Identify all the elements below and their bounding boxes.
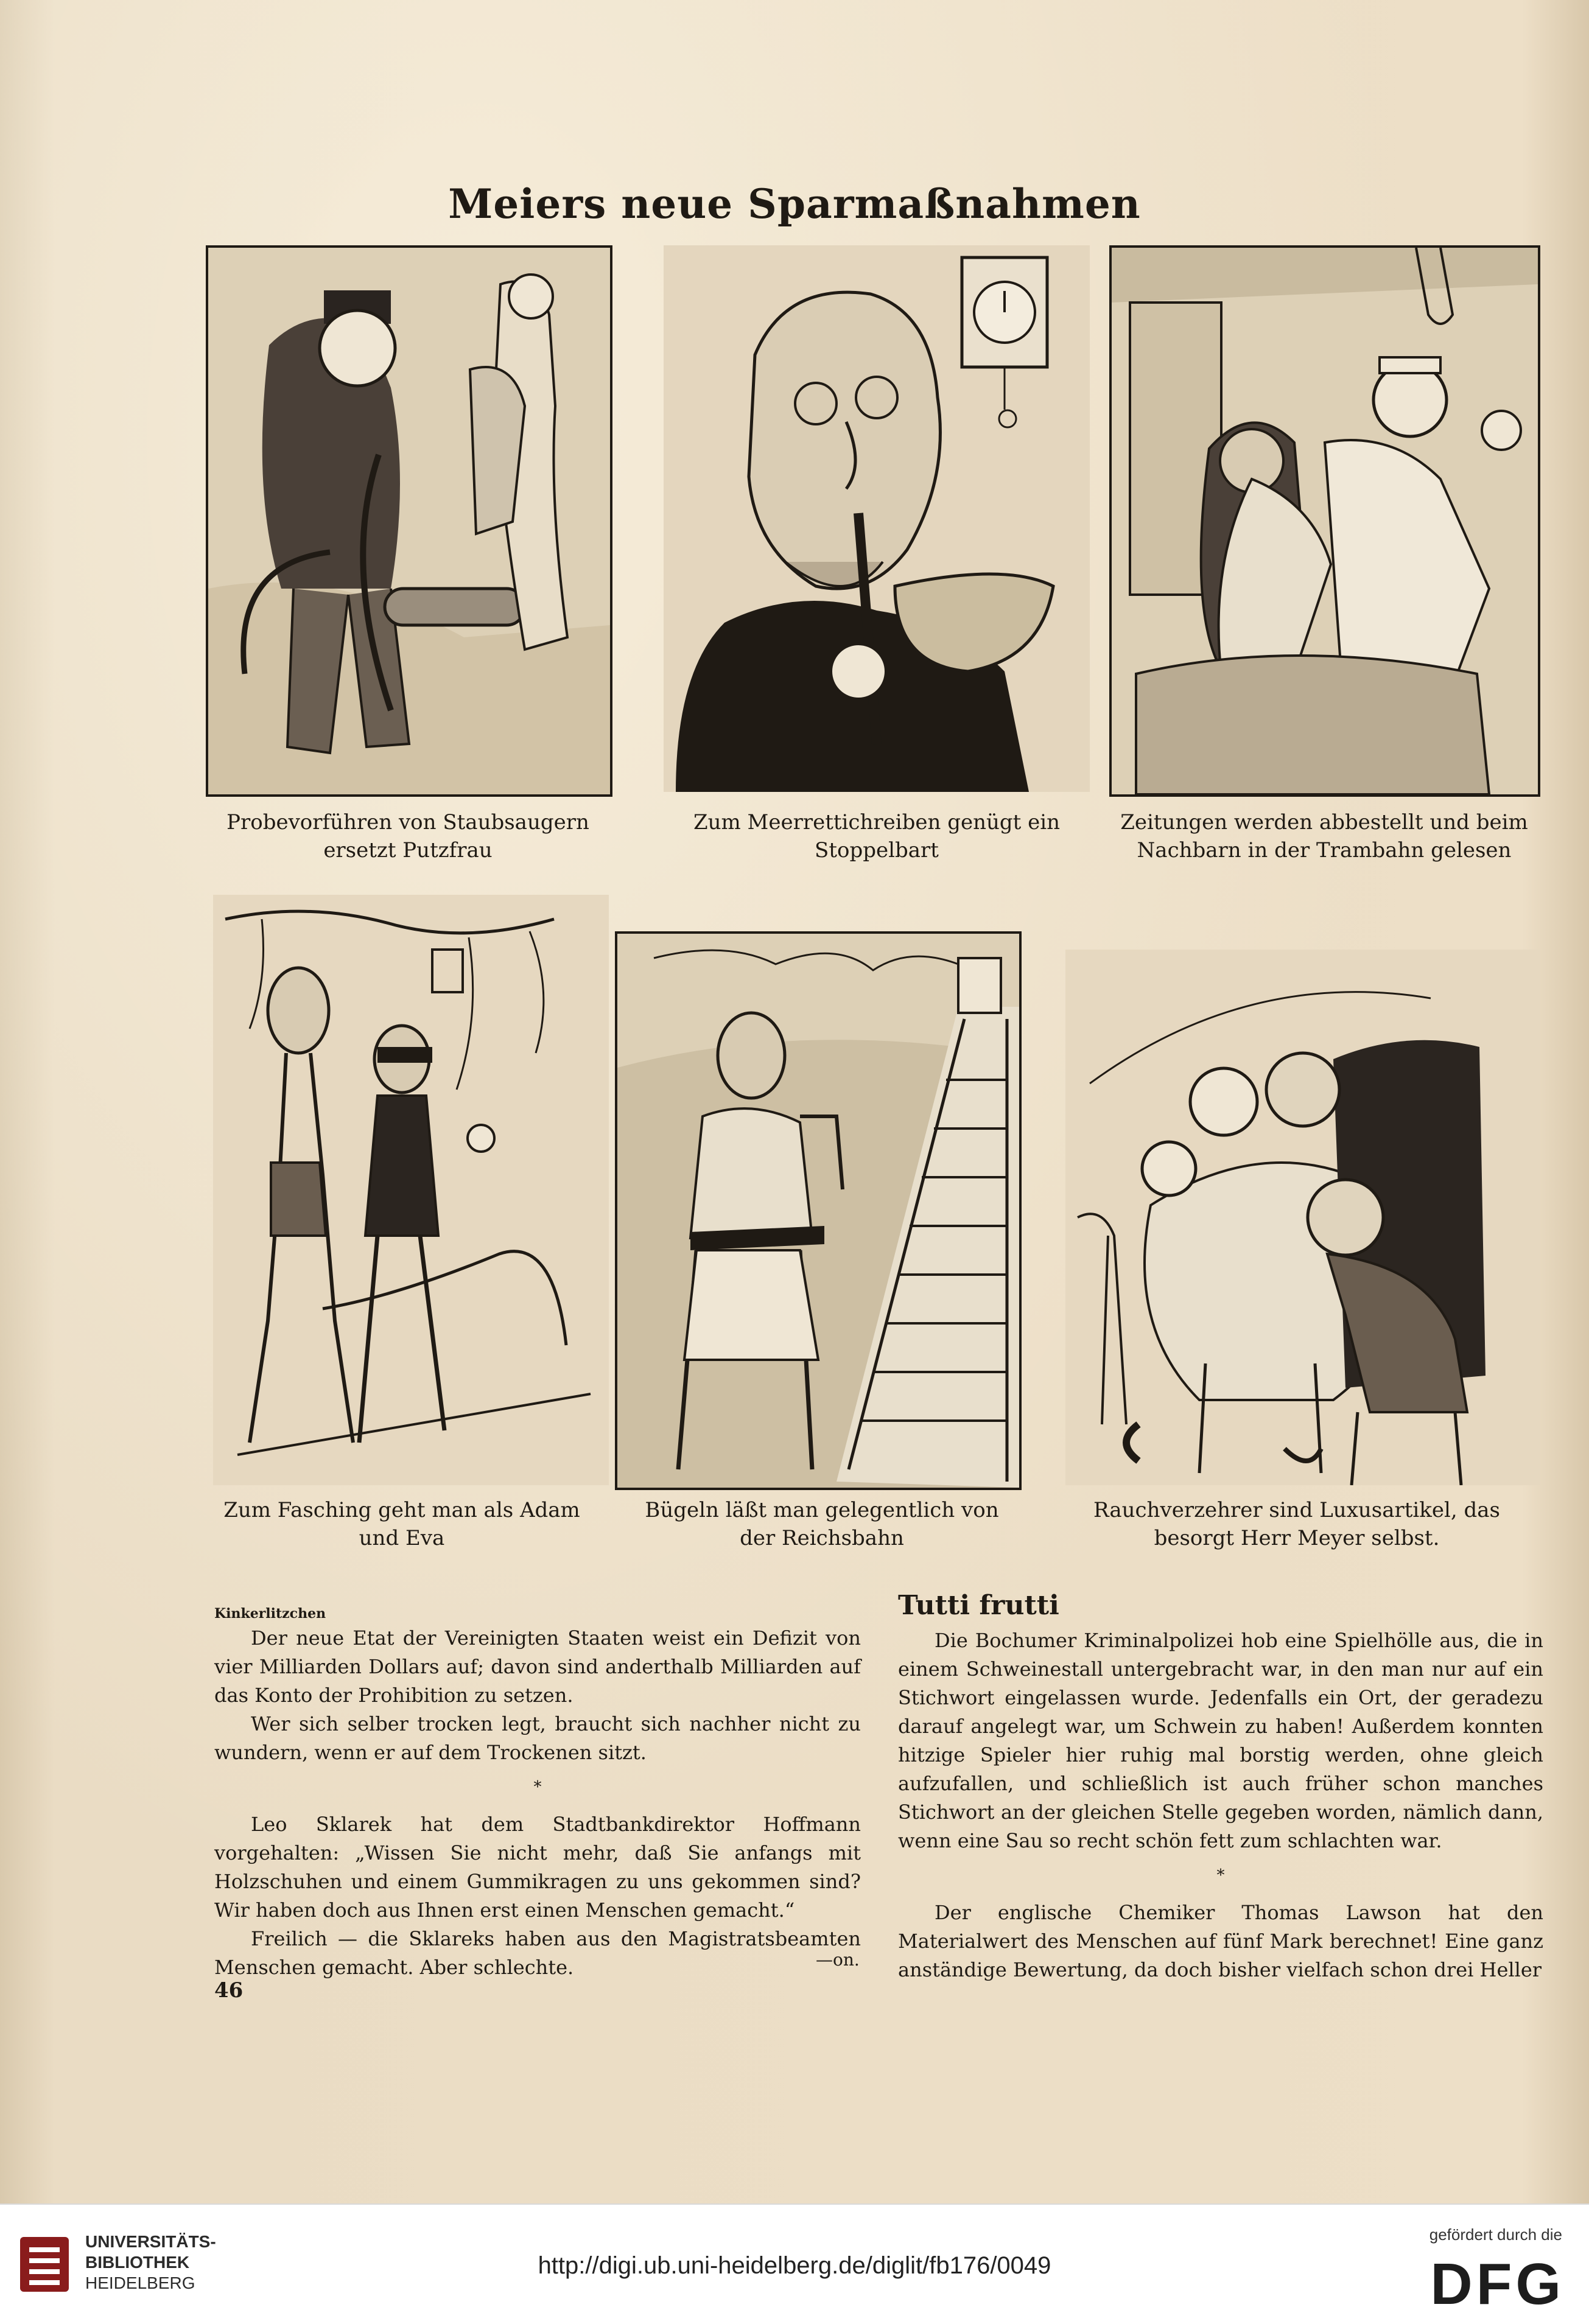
- left-paragraph-2: Wer sich selber trocken legt, braucht sich nachher nicht zu wundern, wenn er auf dem Trockenen sitzt.: [214, 1712, 861, 1764]
- cartoon-horseradish-drawing: [664, 245, 1090, 792]
- caption-smoke-eater: Rauchverzehrer sind Luxusartikel, das besorgt Herr Meyer selbst.: [1093, 1498, 1500, 1550]
- page-title: Meiers neue Sparmaßnahmen: [448, 180, 1141, 228]
- right-column-heading: Tutti frutti: [898, 1590, 1059, 1621]
- caption-horseradish: Zum Meerrettichreiben genügt ein Stoppelbart: [693, 810, 1061, 863]
- right-column-text: [898, 1626, 1543, 1984]
- sponsor-label: gefördert durch die: [1429, 2225, 1562, 2244]
- cartoon-smoke-eater: [1065, 950, 1540, 1485]
- caption-vacuum-cleaner: Probevorführen von Staubsaugern ersetzt Putzfrau: [226, 810, 589, 863]
- left-paragraph-1: Der neue Etat der Vereinigten Staaten weist ein Defizit von vier Milliarden Dollars auf; davon sind anderthalb Milliarden auf das Konto der Prohibition zu setzen.: [214, 1626, 861, 1707]
- caption-reichsbahn: Bügeln läßt man gelegentlich von der Reichsbahn: [645, 1498, 999, 1550]
- signature: —on.: [816, 1950, 860, 1970]
- cartoon-tram-drawing: [1112, 248, 1538, 794]
- left-column-text: [214, 1624, 861, 1982]
- right-paragraph-1: Die Bochumer Kriminalpolizei hob eine Spielhölle aus, die in einem Schweinestall untergebracht war, in den man nur auf ein Stichwort eingelassen wurde. Jedenfalls ein Ort, der geradezu darauf angelegt war, um Schwein zu haben! Außerdem konnten hitzige Spieler hier ruhig mal borstig werden, ohne gleich aufzufallen, und schließlich ist auch früher schon manches Stichwort an der gleichen Stelle gegeben worden, nämlich dann, wenn eine Sau so recht schön fett zum schlachten war.: [898, 1629, 1543, 1852]
- left-paragraph-3: Leo Sklarek hat dem Stadtbankdirektor Hoffmann vorgehalten: „Wissen Sie nicht mehr, daß Sie anfangs mit Holzschuhen und einem Gummikragen zu uns gekommen sind? Wir haben doch aus Ihnen erst einen Menschen gemacht.“: [214, 1813, 861, 1922]
- cartoon-reichsbahn: [615, 931, 1022, 1490]
- institution-line-1: UNIVERSITÄTS-: [85, 2232, 216, 2251]
- caption-tram-newspaper: Zeitungen werden abbestellt und beim Nachbarn in der Trambahn gelesen: [1120, 810, 1528, 863]
- left-paragraph-4: Freilich — die Sklareks haben aus den Magistratsbeamten Menschen gemacht. Aber schlechte.: [214, 1927, 861, 1979]
- cartoon-vacuum-drawing: [208, 248, 610, 794]
- viewer-footer: [0, 2203, 1589, 2324]
- institution-line-2: BIBLIOTHEK: [85, 2253, 190, 2272]
- right-paragraph-2: Der englische Chemiker Thomas Lawson hat den Materialwert des Menschen auf fünf Mark berechnet! Eine ganz anständige Bewertung, da doch bisher vielfach schon drei Heller: [898, 1901, 1543, 1981]
- right-separator: *: [1216, 1866, 1225, 1885]
- left-separator: *: [533, 1778, 542, 1796]
- cartoon-horseradish: [664, 245, 1090, 792]
- caption-adam-eve: Zum Fasching geht man als Adam und Eva: [223, 1498, 580, 1550]
- cartoon-tram-newspaper: [1109, 245, 1540, 797]
- cartoon-vacuum-cleaner: [206, 245, 612, 797]
- cartoon-reichsbahn-drawing: [617, 934, 1019, 1488]
- dfg-logo: DFG: [1430, 2252, 1565, 2317]
- cartoon-adam-eve-drawing: [213, 895, 609, 1485]
- page-number: 46: [214, 1978, 244, 2003]
- institution-line-3: HEIDELBERG: [85, 2273, 195, 2292]
- cartoon-smoke-eater-drawing: [1065, 950, 1540, 1485]
- permalink-url[interactable]: http://digi.ub.uni-heidelberg.de/diglit/fb176/0049: [538, 2252, 1051, 2279]
- left-column-heading: Kinkerlitzchen: [214, 1606, 326, 1622]
- cartoon-adam-eve: [213, 895, 609, 1485]
